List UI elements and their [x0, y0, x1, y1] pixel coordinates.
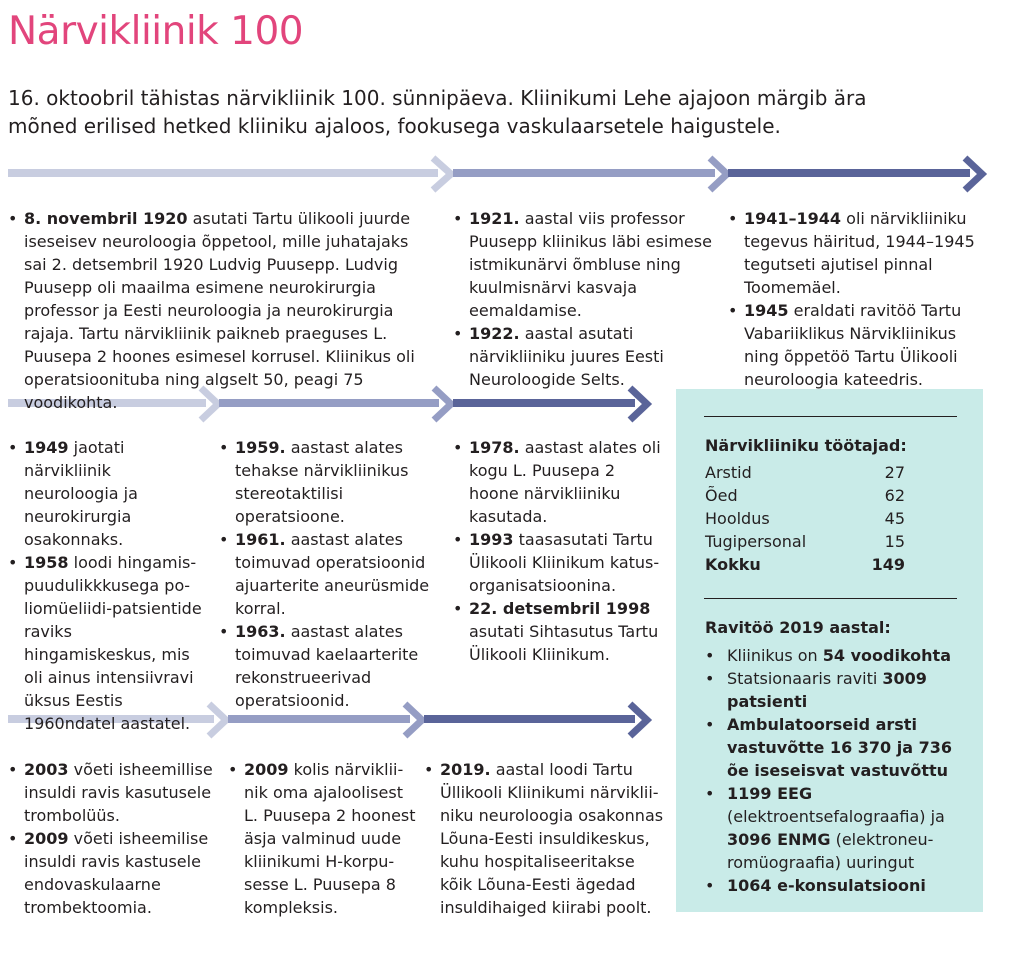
- timeline-entry: [8, 758, 220, 827]
- care-item: [705, 667, 975, 713]
- care-highlight: 54 voodikohta: [822, 646, 951, 665]
- timeline-entry: [453, 597, 668, 666]
- timeline-entry: [219, 620, 439, 712]
- entry-date: 2003: [24, 760, 69, 779]
- entry-text: loodi hingamispuudulikkkusega poliomüeliidi-patsientide raviks hingamiskeskus, mis oli ainus intensiivravi üksus Eestis 1960ndatel aastatel.: [24, 553, 202, 733]
- timeline-entry: [228, 758, 418, 919]
- staff-label: Tugipersonal: [705, 532, 807, 551]
- entry-date: 1941–1944: [744, 209, 842, 228]
- entry-date: 1945: [744, 301, 789, 320]
- staff-value: 27: [884, 463, 905, 482]
- care-highlight: Ambulatoorseid arsti vastuvõtte 16 370 ja 736 õe iseseisvat vastuvõttu: [727, 715, 952, 780]
- care-list: [705, 644, 975, 897]
- entry-text: kolis närvikliinik oma ajaloolisest L. Puusepa 2 hoonest äsja valminud uude kliinikumi H-korpusesse L. Puusepa 8 kompleksis.: [244, 760, 416, 917]
- timeline-entry: [453, 207, 715, 322]
- timeline-entry: [8, 436, 202, 551]
- entry-date: 1963.: [235, 622, 286, 641]
- entry-text: jaotati närvikliinik neuroloogia ja neurokirurgia osakonnaks.: [24, 438, 138, 549]
- entry-text: taasasutati Tartu Ülikooli Kliinikum katusorganisatsioonina.: [469, 530, 660, 595]
- entry-date: 2009: [24, 829, 69, 848]
- timeline-arrow-1: [8, 156, 453, 192]
- care-text: Kliinikus on: [727, 646, 823, 665]
- staff-value: 62: [884, 486, 905, 505]
- entry-text: oli närvikliiniku tegevus häiritud, 1944–1945 tegutseti ajutisel pinnal Toomemäel.: [744, 209, 975, 297]
- care-item: [705, 782, 975, 874]
- staff-label: Õed: [705, 486, 738, 505]
- entry-text: asutati Tartu ülikooli juurde iseseisev neuroloogia õppetool, mille juhatajaks sai 2. detsembril 1920 Ludvig Puusepp. Ludvig Puusepp oli maailma esimene neurokirurgia professor ja Eesti neuroloogia ja neurokirurgia rajaja. Tartu närvikliinik paikneb praeguses L. Puusepa 2 hoones esimesel korrusel. Kliinikus oli operatsioonituba ning algselt 50, peagi 75 voodikohta.: [24, 209, 415, 412]
- timeline-entry: [8, 207, 433, 414]
- care-text: (elektroentsefalograafia) ja: [727, 807, 945, 826]
- intro-text: 16. oktoobril tähistas närvikliinik 100. sünnipäeva. Kliinikumi Lehe ajajoon märgib ära mõned erilised hetked kliiniku ajaloos, fookusega vaskulaarsetele haigustele.: [8, 86, 867, 138]
- entry-text: aastal asutati närvikliiniku juures Eesti Neuroloogide Selts.: [469, 324, 664, 389]
- care-item: [705, 874, 975, 897]
- entry-text: aastast alates toimuvad operatsioonid ajuarterite aneurüsmide korral.: [235, 530, 430, 618]
- entry-date: 1958: [24, 553, 69, 572]
- staff-row: [705, 484, 905, 507]
- entry-text: võeti isheemillise insuldi ravis kasutusele trombolüüs.: [24, 760, 213, 825]
- staff-label: Arstid: [705, 463, 752, 482]
- timeline-entry: [8, 551, 202, 735]
- care-highlight: 1064 e-konsulatsiooni: [727, 876, 926, 895]
- care-text: Statsionaaris raviti: [727, 669, 883, 688]
- timeline-arrow-3: [728, 156, 984, 192]
- page-title: Närvikliinik 100: [8, 9, 304, 54]
- entry-date: 22. detsembril 1998: [469, 599, 651, 618]
- staff-total-label: Kokku: [705, 555, 761, 574]
- timeline-entry: [8, 827, 220, 919]
- entry-date: 1978.: [469, 438, 520, 457]
- staff-total-row: [705, 553, 905, 576]
- entry-text: võeti isheemilise insuldi ravis kastusele endovaskulaarne trombektoomia.: [24, 829, 209, 917]
- timeline-entry: [453, 436, 668, 528]
- entry-text: aastast alates tehakse närvikliinikus stereotaktilisi operatsioone.: [235, 438, 409, 526]
- timeline-entry: [728, 207, 990, 299]
- timeline-col-2009: [228, 758, 418, 919]
- care-heading: Ravitöö 2019 aastal:: [705, 618, 891, 637]
- timeline-col-1959: [219, 436, 439, 712]
- timeline-entry: [453, 322, 715, 391]
- staff-value: 45: [884, 509, 905, 528]
- entry-date: 1993: [469, 530, 514, 549]
- staff-table: [705, 461, 905, 576]
- timeline-entry: [424, 758, 664, 919]
- entry-text: aastal viis professor Puusepp kliinikus läbi esimese istmikunärvi õmbluse ning kuulmisnärvi kasvaja eemaldamise.: [469, 209, 712, 320]
- timeline-arrow-2: [453, 156, 728, 192]
- panel-divider-middle: [704, 598, 957, 599]
- care-item: [705, 644, 975, 667]
- timeline-col-1941: [728, 207, 990, 391]
- timeline-col-1949: [8, 436, 202, 735]
- staff-total-value: 149: [871, 555, 905, 574]
- timeline-arrow-6: [453, 386, 649, 422]
- care-item: [705, 713, 975, 782]
- staff-heading: Närvikliiniku töötajad:: [705, 436, 907, 455]
- entry-date: 1949: [24, 438, 69, 457]
- staff-label: Hooldus: [705, 509, 770, 528]
- timeline-col-1978: [453, 436, 668, 666]
- care-text: (elektroneuromüograafia) uuringut: [727, 830, 934, 872]
- entry-text: asutati Sihtasutus Tartu Ülikooli Kliinikum.: [469, 622, 659, 664]
- care-highlight: 3096 ENMG: [727, 830, 831, 849]
- entry-date: 1921.: [469, 209, 520, 228]
- timeline-entry: [219, 528, 439, 620]
- timeline-col-2003: [8, 758, 220, 919]
- entry-text: aastal loodi Tartu Üllikooli Kliinikumi närvikliiniku neuroloogia osakonnas Lõuna-Eesti insuldikeskus, kuhu hospitaliseeritakse kõik Lõuna-Eesti ägedad insuldihaiged kiirabi poolt.: [440, 760, 664, 917]
- entry-date: 8. novembril 1920: [24, 209, 188, 228]
- entry-text: aastast alates toimuvad kaelaarterite rekonstrueerivad operatsioonid.: [235, 622, 419, 710]
- timeline-col-1920: [8, 207, 433, 414]
- timeline-entry: [728, 299, 990, 391]
- timeline-entry: [219, 436, 439, 528]
- care-highlight: 1199 EEG: [727, 784, 813, 803]
- timeline-col-2019: [424, 758, 664, 919]
- entry-date: 2009: [244, 760, 289, 779]
- staff-row: [705, 461, 905, 484]
- staff-row: [705, 530, 905, 553]
- timeline-arrow-9: [424, 702, 649, 738]
- staff-value: 15: [884, 532, 905, 551]
- timeline-entry: [453, 528, 668, 597]
- entry-date: 1961.: [235, 530, 286, 549]
- timeline-col-1921: [453, 207, 715, 391]
- entry-text: eraldati ravitöö Tartu Vabariiklikus Närvikliinikus ning õppetöö Tartu Ülikooli neuroloogia kateedris.: [744, 301, 962, 389]
- entry-text: aastast alates oli kogu L. Puusepa 2 hoone närvikliiniku kasutada.: [469, 438, 661, 526]
- entry-date: 2019.: [440, 760, 491, 779]
- entry-date: 1922.: [469, 324, 520, 343]
- entry-date: 1959.: [235, 438, 286, 457]
- care-highlight: 3009 patsienti: [727, 669, 927, 711]
- panel-divider-top: [704, 416, 957, 417]
- staff-row: [705, 507, 905, 530]
